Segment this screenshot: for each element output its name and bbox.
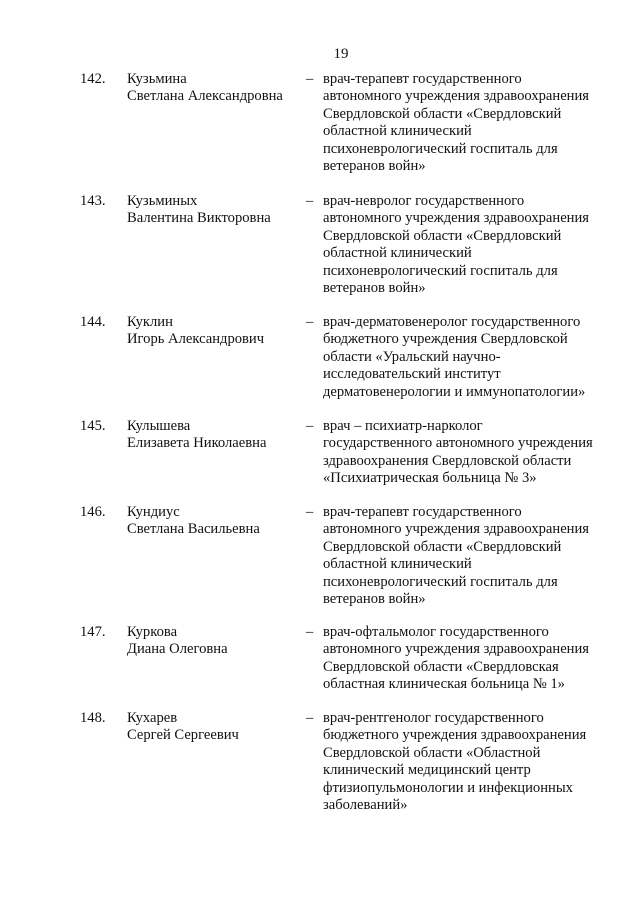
entry-number: 146. [80, 504, 106, 520]
surname: Кухарев [127, 710, 178, 726]
description-line: автономного учреждения здравоохранения [323, 210, 590, 227]
description-line: психоневрологический госпиталь для [323, 262, 558, 279]
dash: – [306, 624, 314, 640]
given-names: Сергей Сергеевич [127, 727, 239, 744]
entry-number: 145. [80, 418, 106, 434]
person-name [127, 314, 307, 349]
position-description [323, 71, 613, 175]
entry-number: 142. [80, 71, 106, 87]
description-line: Свердловской области «Областной [323, 744, 541, 761]
description-line: фтизиопульмонологии и инфекционных [323, 779, 573, 796]
surname: Куркова [127, 624, 178, 640]
description-line: ветеранов войн» [323, 280, 426, 297]
dash: – [306, 71, 314, 87]
list-item [0, 193, 640, 303]
description-line: областной клинический [323, 556, 472, 573]
description-line: Свердловской области «Свердловский [323, 227, 562, 244]
description-line: врач-терапевт государственного [323, 504, 522, 520]
entry-number: 147. [80, 624, 106, 640]
description-line: ветеранов войн» [323, 591, 426, 608]
given-names: Валентина Викторовна [127, 210, 271, 227]
position-description [323, 624, 613, 694]
description-line: дерматовенерологии и иммунопатологии» [323, 383, 586, 400]
position-description [323, 710, 613, 814]
surname: Кузьминых [127, 193, 198, 209]
list-item [0, 71, 640, 181]
surname: Кузьмина [127, 71, 187, 87]
given-names: Диана Олеговна [127, 641, 228, 658]
surname: Куклин [127, 314, 173, 330]
description-line: Свердловской области «Свердловский [323, 105, 562, 122]
person-name [127, 71, 307, 106]
person-name [127, 418, 307, 453]
description-line: Свердловской области «Свердловская [323, 658, 559, 675]
dash: – [306, 193, 314, 209]
given-names: Светлана Александровна [127, 88, 283, 105]
dash: – [306, 314, 314, 330]
description-line: психоневрологический госпиталь для [323, 140, 558, 157]
description-line: областная клиническая больница № 1» [323, 676, 565, 693]
given-names: Светлана Васильевна [127, 521, 260, 538]
dash: – [306, 504, 314, 520]
description-line: врач-рентгенолог государственного [323, 710, 544, 726]
person-name [127, 624, 307, 659]
description-line: врач – психиатр-нарколог [323, 418, 483, 434]
description-line: государственного автономного учреждения [323, 435, 593, 452]
description-line: ветеранов войн» [323, 158, 426, 175]
given-names: Елизавета Николаевна [127, 435, 267, 452]
description-line: областной клинический [323, 123, 472, 140]
description-line: автономного учреждения здравоохранения [323, 88, 590, 105]
list-item [0, 504, 640, 614]
description-line: заболеваний» [323, 797, 408, 814]
description-line: врач-дерматовенеролог государственного [323, 314, 581, 330]
description-line: Свердловской области «Свердловский [323, 538, 562, 555]
description-line: врач-офтальмолог государственного [323, 624, 549, 640]
description-line: бюджетного учреждения Свердловской [323, 331, 568, 348]
dash: – [306, 710, 314, 726]
description-line: врач-терапевт государственного [323, 71, 522, 87]
description-line: «Психиатрическая больница № 3» [323, 470, 537, 487]
description-line: области «Уральский научно- [323, 348, 501, 365]
position-description [323, 314, 613, 401]
position-description [323, 504, 613, 608]
description-line: врач-невролог государственного [323, 193, 525, 209]
position-description [323, 418, 613, 488]
page-number: 19 [333, 46, 349, 62]
surname: Кундиус [127, 504, 180, 520]
entry-number: 143. [80, 193, 106, 209]
description-line: клинический медицинский центр [323, 762, 531, 779]
description-line: областной клинический [323, 245, 472, 262]
surname: Кулышева [127, 418, 191, 434]
position-description [323, 193, 613, 297]
description-line: здравоохранения Свердловской области [323, 452, 572, 469]
description-line: бюджетного учреждения здравоохранения [323, 727, 587, 744]
description-line: психоневрологический госпиталь для [323, 573, 558, 590]
description-line: автономного учреждения здравоохранения [323, 641, 590, 658]
description-line: исследовательский институт [323, 366, 501, 383]
dash: – [306, 418, 314, 434]
list-item [0, 710, 640, 820]
entry-number: 144. [80, 314, 106, 330]
list-item [0, 314, 640, 424]
given-names: Игорь Александрович [127, 331, 265, 348]
person-name [127, 710, 307, 745]
entry-number: 148. [80, 710, 106, 726]
person-name [127, 193, 307, 228]
description-line: автономного учреждения здравоохранения [323, 521, 590, 538]
person-name [127, 504, 307, 539]
